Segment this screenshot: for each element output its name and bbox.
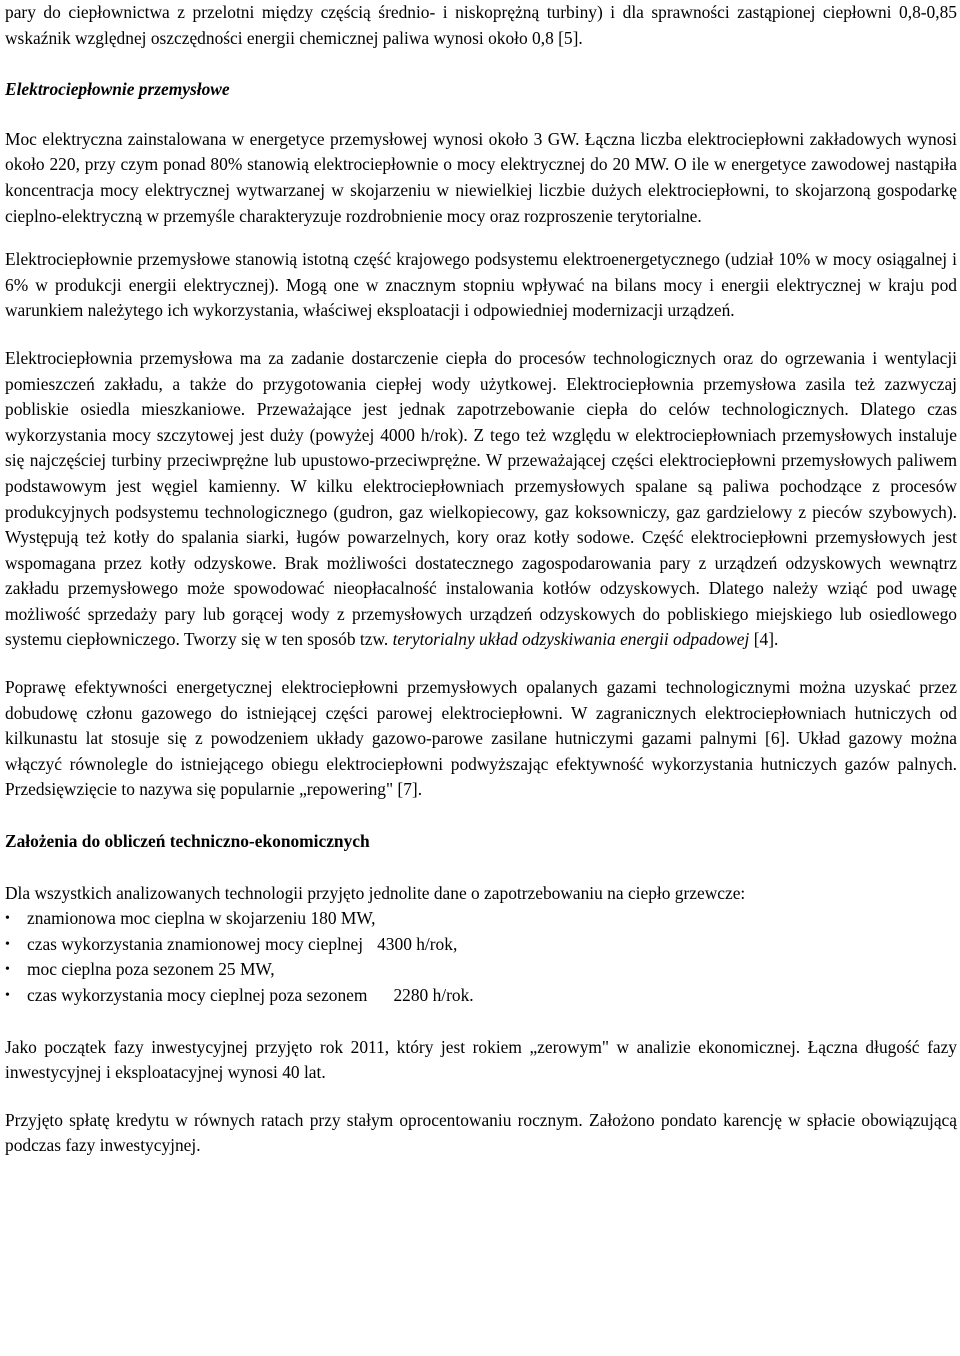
- list-item-value: 2280 h/rok.: [393, 985, 474, 1005]
- bullet-icon: •: [5, 988, 10, 1003]
- list-item-text: znamionowa moc cieplna w skojarzeniu 180 MW,: [27, 908, 376, 929]
- list-item-text: moc cieplna poza sezonem 25 MW,: [27, 959, 275, 980]
- bullet-icon: •: [5, 936, 10, 952]
- paragraph-heat-supply-citation: [4].: [749, 629, 779, 650]
- paragraph-intro-continued: pary do ciepłownictwa z przelotni między częścią średnio- i niskoprężną turbiny) i dla sprawności zastąpionej ciepłowni 0,8-0,85 wskaźnik względnej oszczędności energii chemicznej paliwa wynosi około 0,8 [5].: [5, 2, 957, 48]
- paragraph-heat-supply-text: Elektrociepłownia przemysłowa ma za zadanie dostarczenie ciepła do procesów technologicznych oraz do ogrzewania i wentylacji pomieszczeń zakładu, a także do przygotowania ciepłej wody użytkowej. Elektrociepłownia przemysłowa zasila też zazwyczaj pobliskie osiedla mieszkaniowe. Przeważające jest jednak zapotrzebowanie ciepła do celów technologicznych. Dlatego czas wykorzystania mocy szczytowej jest duży (powyżej 4000 h/rok). Z tego też względu w elektrociepłowniach przemysłowych instaluje się najczęściej turbiny przeciwprężne lub upustowo-przeciwprężne. W przeważającej części elektrociepłowni przemysłowych paliwem podstawowym jest węgiel kamienny. W kilku elektrociepłowniach przemysłowych spalane są paliwa pochodzące z procesów produkcyjnych podsystemu technologicznego (gudron, gaz wielkopiecowy, gaz koksowniczy, gaz gardzielowy z pieców szybowych). Występują też kotły do spalania siarki, ługów powarzelnych, kory oraz kotły sodowe. Część elektrociepłowni przemysłowych jest wspomagana przez kotły odzyskowe. Brak możliwości dostatecznego zagospodarowania pary z urządzeń odzyskowych wewnątrz zakładu przemysłowego może spowodować nieopłacalność instalowania kotłów odzyskowych. Dlatego należy wziąć pod uwagę możliwość sprzedaży pary lub gorącej wody z przemysłowych urządzeń odzyskowych do pobliskiego miejskiego lub osiedlowego systemu ciepłowniczego. Tworzy się w ten sposób tzw.: [5, 347, 957, 650]
- paragraph-heat-supply-italic-term: terytorialny układ odzyskiwania energii odpadowej: [392, 629, 750, 650]
- list-item-value: 4300 h/rok,: [377, 933, 458, 954]
- paragraph-heat-supply: [5, 346, 957, 653]
- paragraph-investment-phase: Jako początek fazy inwestycyjnej przyjęto rok 2011, który jest rokiem „zerowym" w analizie ekonomicznej. Łączna długość fazy inwestycyjnej i eksploatacyjnej wynosi 40 lat.: [5, 1036, 957, 1083]
- bullet-icon: •: [5, 911, 10, 927]
- section-heading-industrial-chp: Elektrociepłownie przemysłowe: [5, 79, 230, 100]
- heat-demand-list: [5, 906, 957, 1008]
- list-item: [5, 906, 957, 932]
- list-item: [5, 932, 957, 958]
- list-item: [5, 983, 957, 1009]
- paragraph-repowering: Poprawę efektywności energetycznej elektrociepłowni przemysłowych opalanych gazami technologicznymi można uzyskać przez dobudowę członu gazowego do istniejącej części parowej elektrociepłowni. W zagranicznych elektrociepłowniach hutniczych od kilkunastu lat stosuje się z powodzeniem układy gazowo-parowe zasilane hutniczymi gazami palnymi [6]. Układ gazowy można włączyć równolegle do istniejącego obiegu elektrociepłowni podwyższając efektywność wykorzystania hutniczych gazów palnych. Przedsięwzięcie to nazywa się popularnie „repowering" [7].: [5, 677, 957, 800]
- paragraph-installed-capacity: Moc elektryczna zainstalowana w energetyce przemysłowej wynosi około 3 GW. Łączna liczba elektrociepłowni zakładowych wynosi około 220, przy czym ponad 80% stanowią elektrociepłownie o mocy elektrycznej do 20 MW. O ile w energetyce zawodowej nastąpiła koncentracja mocy elektrycznej wytwarzanej w skojarzeniu w niewielkiej liczbie dużych elektrociepłowni, to skojarzoną gospodarkę cieplno-elektryczną w przemyśle charakteryzuje rozdrobnienie mocy oraz rozproszenie terytorialne.: [5, 128, 957, 226]
- bullet-icon: •: [5, 962, 10, 978]
- list-item: [5, 957, 957, 983]
- list-item-label: czas wykorzystania znamionowej mocy cieplnej: [27, 933, 364, 954]
- paragraph-heat-demand-intro: Dla wszystkich analizowanych technologii przyjęto jednolite dane o zapotrzebowaniu na ciepło grzewcze:: [5, 882, 746, 903]
- paragraph-national-subsystem: Elektrociepłownie przemysłowe stanowią istotną część krajowego podsystemu elektroenergetycznego (udział 10% w mocy osiągalnej i 6% w produkcji energii elektrycznej). Mogą one w znacznym stopniu wpływać na bilans mocy i energii elektrycznej w kraju pod warunkiem należytego ich wykorzystania, właściwej eksploatacji i odpowiedniej modernizacji urządzeń.: [5, 249, 957, 321]
- list-item-label: czas wykorzystania mocy cieplnej poza sezonem: [27, 985, 368, 1005]
- paragraph-loan-repayment: Przyjęto spłatę kredytu w równych ratach przy stałym oprocentowaniu rocznym. Założono pondato karencję w spłacie obowiązującą podczas fazy inwestycyjnej.: [5, 1109, 957, 1156]
- section-heading-assumptions: Założenia do obliczeń techniczno-ekonomicznych: [5, 831, 370, 852]
